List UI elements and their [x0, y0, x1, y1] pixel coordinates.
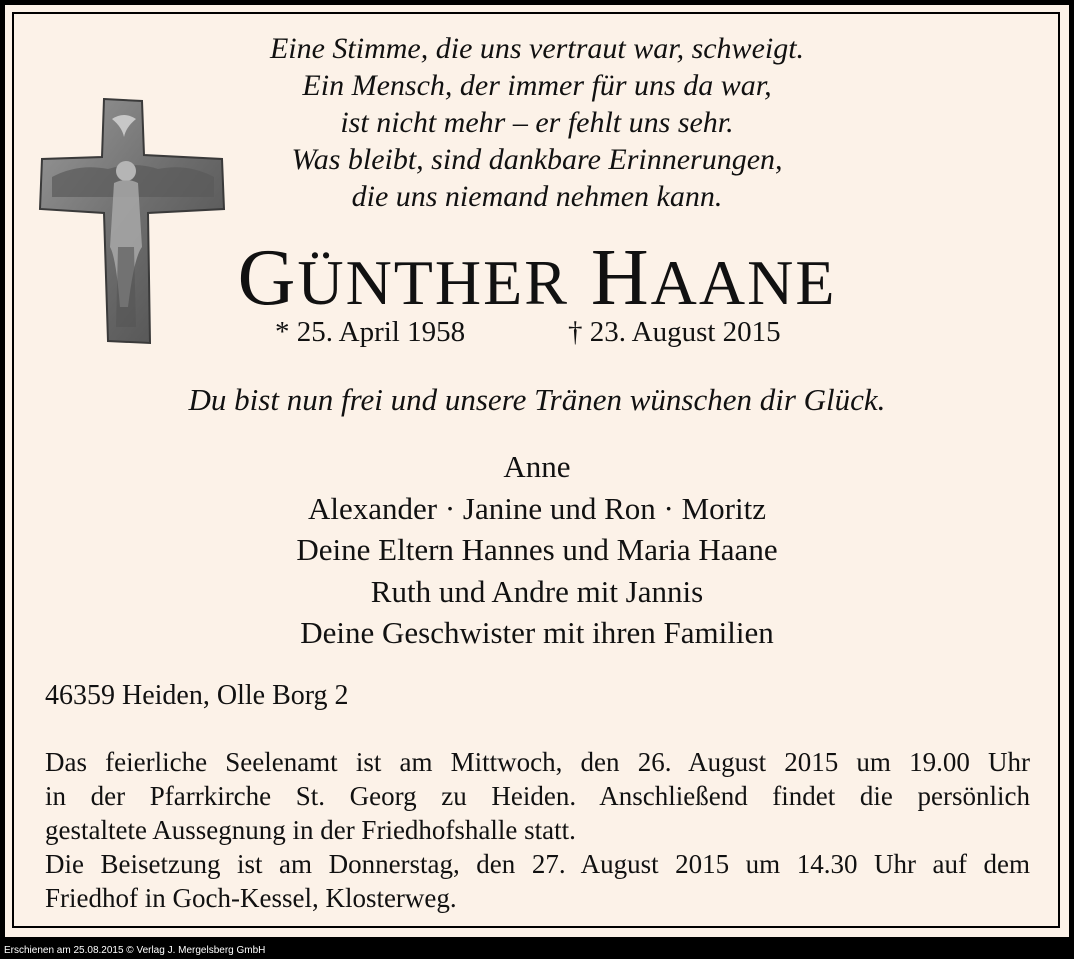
verse-line: Ein Mensch, der immer für uns da war, [302, 69, 772, 102]
deceased-name [0, 230, 1074, 331]
name-initial: G [237, 234, 298, 322]
motto: Du bist nun frei und unsere Tränen wünschen dir Glück. [188, 382, 886, 417]
name-last: AANE [650, 247, 837, 318]
service-info [45, 745, 1030, 915]
mourners-list [0, 446, 1074, 654]
address: 46359 Heiden, Olle Borg 2 [45, 680, 349, 711]
name-first: ÜNTHER [297, 247, 569, 318]
mourner-line: Deine Geschwister mit ihren Familien [300, 615, 774, 650]
verse-line: die uns niemand nehmen kann. [351, 180, 723, 213]
verse-line: Eine Stimme, die uns vertraut war, schweigt. [269, 32, 805, 65]
service-line: Die Beisetzung ist am Donnerstag, den 27. August 2015 um 14.30 Uhr auf dem [45, 849, 1030, 879]
mourner-line: Ruth und Andre mit Jannis [370, 573, 704, 609]
birth-date: * 25. April 1958 [275, 316, 466, 348]
verse-line: ist nicht mehr – er fehlt uns sehr. [340, 106, 734, 139]
mourner-line: Deine Eltern Hannes und Maria Haane [296, 532, 778, 567]
death-date: † 23. August 2015 [568, 316, 781, 348]
publication-footer: Erschienen am 25.08.2015 © Verlag J. Mergelsberg GmbH [4, 945, 266, 956]
service-line: in der Pfarrkirche St. Georg zu Heiden. Anschließend findet die persönlich [45, 781, 1030, 811]
mourner-line: Anne [503, 449, 571, 484]
service-line: Das feierliche Seelenamt ist am Mittwoch, den 26. August 2015 um 19.00 Uhr [45, 747, 1030, 777]
service-line: Friedhof in Goch-Kessel, Klosterweg. [45, 883, 457, 913]
service-line: gestaltete Aussegnung in der Friedhofshalle statt. [45, 815, 576, 845]
verse-line: Was bleibt, sind dankbare Erinnerungen, [291, 143, 783, 176]
name-initial: H [590, 234, 651, 322]
mourner-line: Alexander · Janine und Ron · Moritz [308, 490, 766, 526]
